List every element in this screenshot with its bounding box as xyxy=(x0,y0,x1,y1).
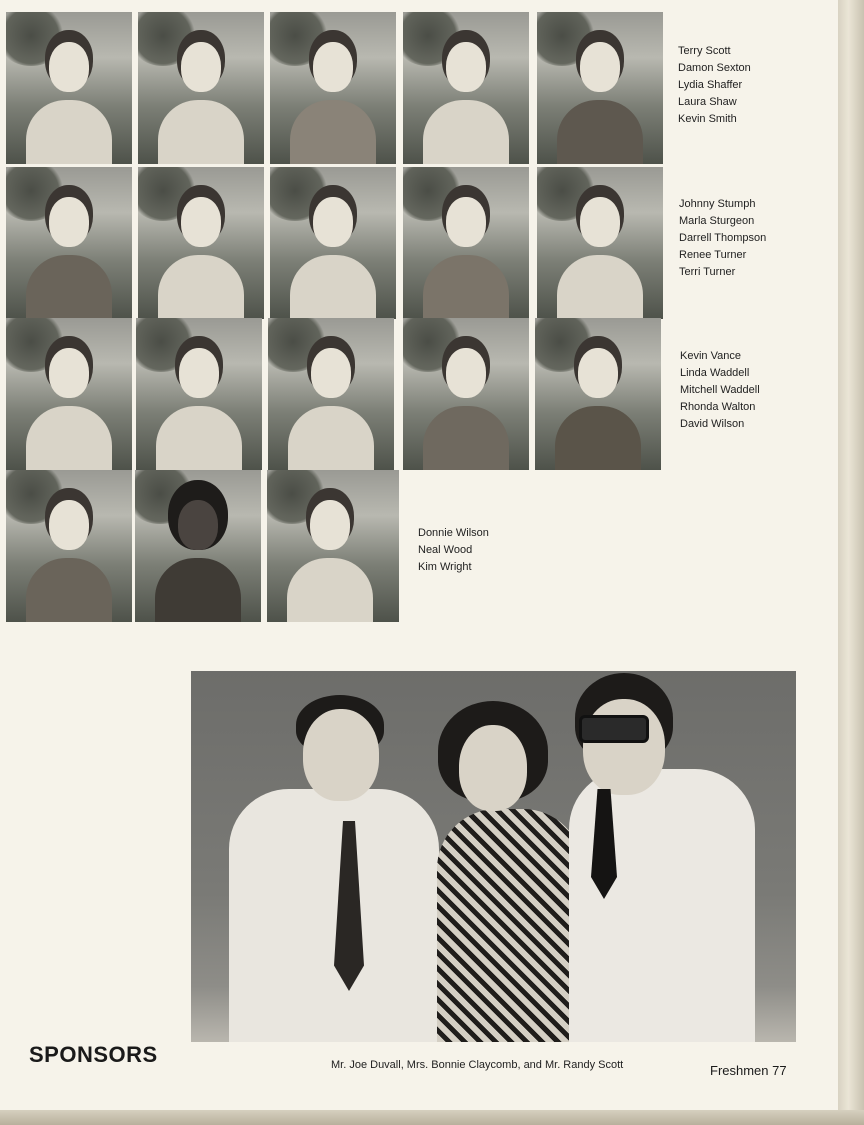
portrait-terry-scott xyxy=(6,12,132,164)
portrait-damon-sexton xyxy=(138,12,264,164)
student-name: Terri Turner xyxy=(679,266,736,278)
portrait-renee-turner xyxy=(403,167,529,319)
student-name: Johnny Stumph xyxy=(679,198,756,210)
student-name: Kevin Smith xyxy=(678,113,737,125)
portrait-terri-turner xyxy=(537,167,663,319)
portrait-lydia-shaffer xyxy=(270,12,396,164)
portrait-laura-shaw xyxy=(403,12,529,164)
student-name: Damon Sexton xyxy=(678,62,751,74)
portrait-kevin-smith xyxy=(537,12,663,164)
student-name: Kim Wright xyxy=(418,561,472,573)
student-name: Terry Scott xyxy=(678,45,731,57)
student-name: Laura Shaw xyxy=(678,96,737,108)
portrait-donnie-wilson xyxy=(6,470,132,622)
names-row-1 xyxy=(678,43,751,128)
portrait-linda-waddell xyxy=(136,318,262,470)
student-name: Marla Sturgeon xyxy=(679,215,755,227)
sponsor-caption: Mr. Joe Duvall, Mrs. Bonnie Claycomb, and Mr. Randy Scott xyxy=(331,1059,624,1071)
page-bottom-edge xyxy=(0,1110,864,1125)
portrait-david-wilson xyxy=(535,318,661,470)
portrait-mitchell-waddell xyxy=(268,318,394,470)
portrait-johnny-stumph xyxy=(6,167,132,319)
portrait-kim-wright xyxy=(267,470,399,622)
student-name: Rhonda Walton xyxy=(680,401,756,413)
portrait-darrell-thompson xyxy=(270,167,396,319)
portrait-neal-wood xyxy=(135,470,261,622)
student-name: Neal Wood xyxy=(418,544,473,556)
student-name: Donnie Wilson xyxy=(418,527,489,539)
portrait-marla-sturgeon xyxy=(138,167,264,319)
names-row-3 xyxy=(680,348,760,433)
portrait-rhonda-walton xyxy=(403,318,529,470)
names-row-4 xyxy=(418,525,489,576)
portrait-kevin-vance xyxy=(6,318,132,470)
sponsors-photo xyxy=(191,671,796,1042)
student-name: Darrell Thompson xyxy=(679,232,767,244)
student-name: David Wilson xyxy=(680,418,745,430)
student-name: Linda Waddell xyxy=(680,367,750,379)
student-name: Mitchell Waddell xyxy=(680,384,760,396)
student-name: Renee Turner xyxy=(679,249,747,261)
page-edge xyxy=(838,0,864,1125)
student-name: Kevin Vance xyxy=(680,350,741,362)
student-name: Lydia Shaffer xyxy=(678,79,743,91)
page-label: Freshmen 77 xyxy=(710,1063,787,1078)
section-heading: SPONSORS xyxy=(29,1042,158,1067)
names-row-2 xyxy=(679,196,766,281)
